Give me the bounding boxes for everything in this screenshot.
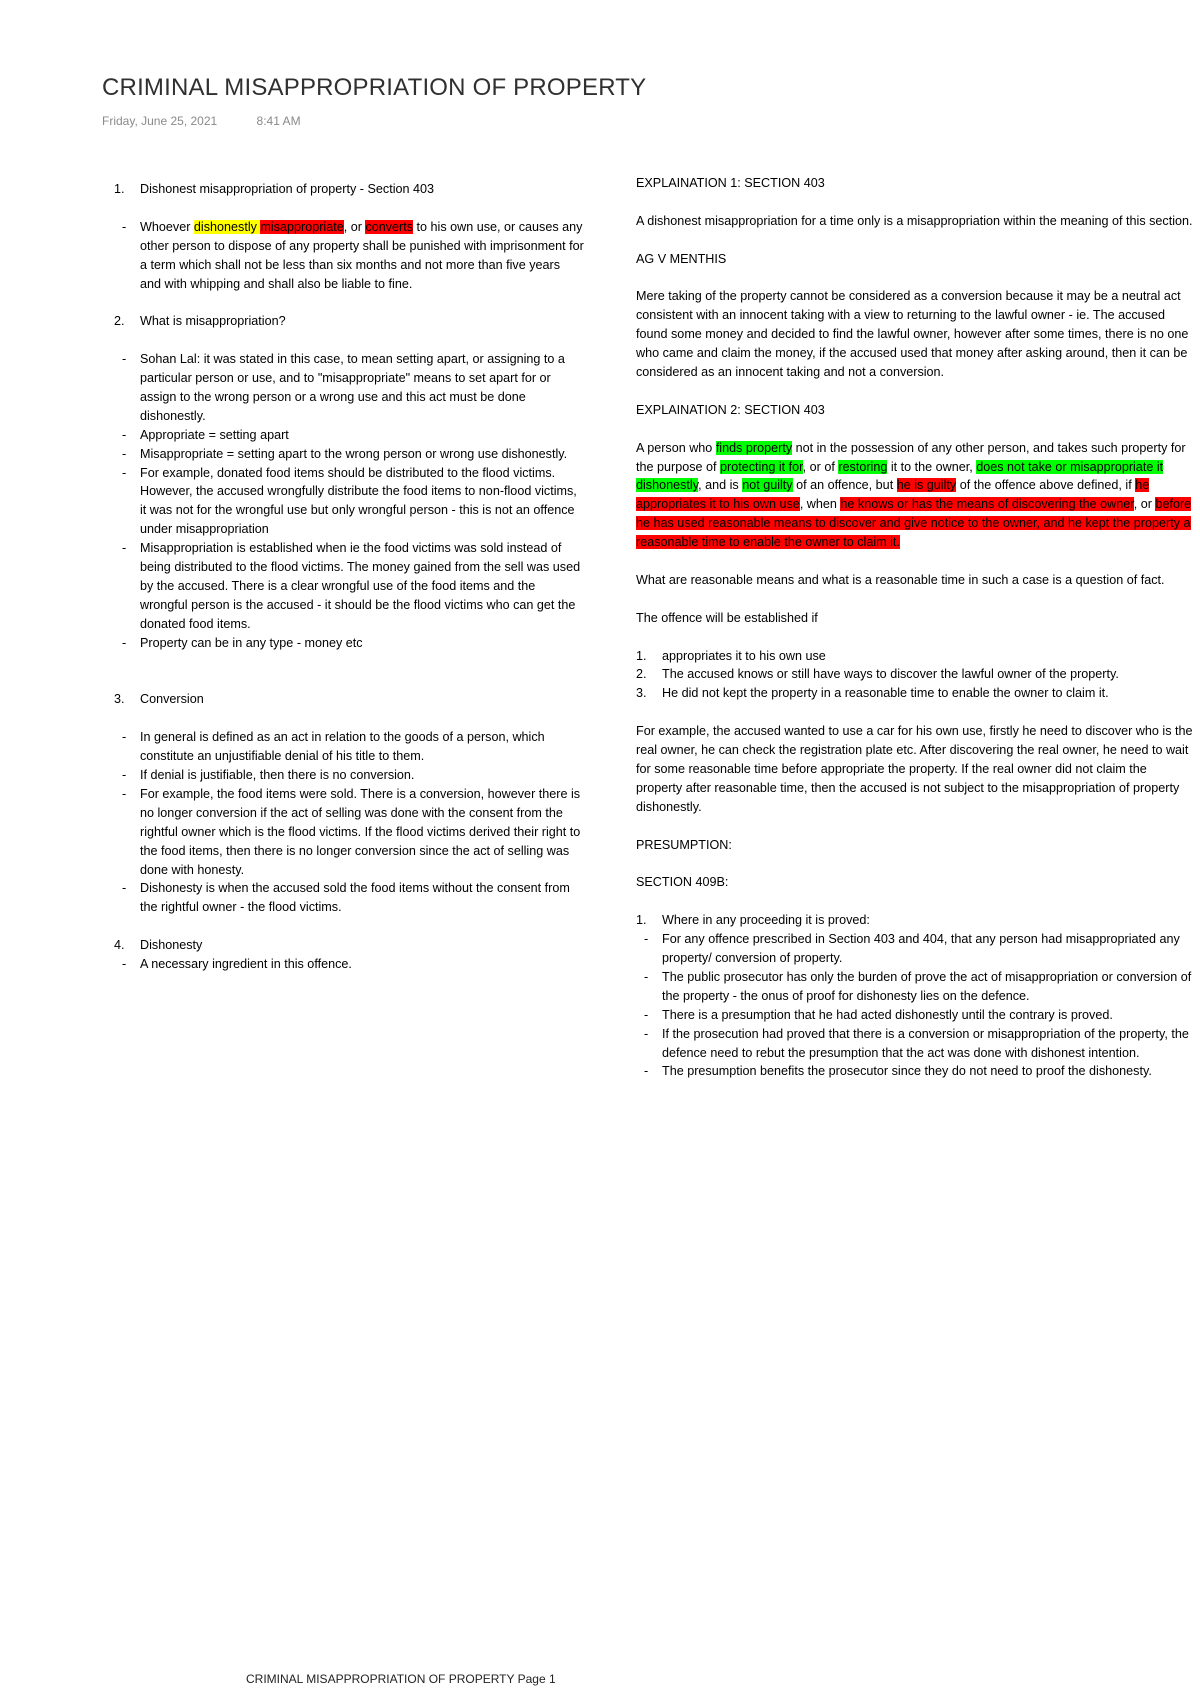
section-number: 3. (114, 692, 125, 707)
bullet-item: - If denial is justifiable, then there is no conversion. (122, 768, 415, 783)
bullet-item: - Property can be in any type - money etc (122, 635, 363, 650)
page-time: 8:41 AM (256, 114, 301, 128)
bullet-item: - Appropriate = setting apart (122, 427, 289, 442)
section-heading (114, 180, 584, 199)
highlight-green: restoring (838, 459, 888, 474)
bullet-item: - Misappropriate = setting apart to the wrong person or wrong use dishonestly. (122, 446, 568, 461)
section-number: 4. (114, 938, 125, 953)
right-column (636, 174, 1196, 1081)
section-heading: SECTION 409B: (636, 875, 729, 890)
section-heading (114, 312, 584, 331)
bullet-item: - For example, donated food items should be distributed to the flood victims. However, the accused wrongfully distribute the food items to non-flood victims, it was not for the wrongful use but only wrongful person - this is not an offence under misappropriation (122, 465, 577, 537)
highlight-red: misappropriate (260, 219, 344, 234)
presumption-heading: PRESUMPTION: (636, 837, 732, 852)
bullet-item: - For any offence prescribed in Section 403 and 404, that any person had misappropriated any property/ conversion of property. (644, 932, 1180, 965)
paragraph: A person who finds property not in the possession of any other person, and takes such property for the purpose of protecting it for, or of restoring it to the owner, does not take or misappropriate it dishonestly, and is not guilty of an offence, but he is guilty of the offence above defined, if he appropriates it to his own use, when he knows or has the means of discovering the owner, or before he has used reasonable means to discover and give notice to the owner, and he kept the property a reasonable time to enable the owner to claim it. (636, 440, 1192, 550)
highlight-red: converts (365, 219, 414, 234)
bullet-item: - Misappropriation is established when ie the food victims was sold instead of being distributed to the flood victims. The money gained from the sell was used by the accused. There is a clear wrongful use of the food items and the wrongful person is the accused - it should be the flood victims who can get the donated food items. (122, 541, 581, 631)
page-date: Friday, June 25, 2021 (102, 114, 218, 128)
section-heading (114, 936, 584, 955)
bullet-item: - Dishonesty is when the accused sold the food items without the consent from the rightful owner - the flood victims. (122, 881, 570, 915)
bullet-item: - The public prosecutor has only the burden of prove the act of misappropriation or conversion of the property - the onus of proof for dishonesty lies on the defence. (644, 969, 1192, 1003)
section-title: Dishonesty (140, 938, 203, 953)
highlight-green: finds property (715, 440, 793, 455)
paragraph: A dishonest misappropriation for a time only is a misappropriation within the meaning of this section. (636, 213, 1193, 228)
explanation-heading: EXPLAINATION 2: SECTION 403 (636, 402, 825, 417)
paragraph: What are reasonable means and what is a reasonable time in such a case is a question of fact. (636, 572, 1165, 587)
bullet-item: - For example, the food items were sold. There is a conversion, however there is no longer conversion if the act of selling was done with the consent from the rightful owner which is the flood victims. If the flood victims derived their right to the food items, then there is no longer conversion since the act of selling was done with honesty. (122, 786, 581, 877)
highlight-red: before he has used reasonable means to discover and give notice to the owner, and he kept the property a reasonable time to enable the owner to claim it. (636, 497, 1192, 550)
page-title: CRIMINAL MISAPPROPRIATION OF PROPERTY (102, 74, 647, 101)
page-meta (102, 114, 337, 128)
paragraph: For example, the accused wanted to use a car for his own use, firstly he need to discover who is the real owner, he can check the registration plate etc. After discovering the real owner, he need to wait for some reasonable time before appropriate the property. If the real owner did not claim the property after reasonable time, then the accused is not subject to the misappropriation of property dishonestly. (636, 724, 1193, 814)
highlight-red: he appropriates it to his own use (636, 478, 1150, 512)
section-number: 1. (114, 182, 125, 196)
numbered-item: 2. The accused knows or still have ways to discover the lawful owner of the property. (636, 667, 1119, 682)
section-title: Conversion (140, 692, 204, 707)
bullet-item: - There is a presumption that he had acted dishonestly until the contrary is proved. (644, 1007, 1113, 1022)
section-heading (114, 690, 584, 709)
highlight-green: protecting it for (720, 459, 803, 474)
paragraph: The offence will be established if (636, 610, 818, 625)
numbered-item: 3. He did not kept the property in a reasonable time to enable the owner to claim it. (636, 686, 1109, 701)
highlight-green: does not take or misappropriate it dishonestly (636, 459, 1164, 493)
highlight-yellow: dishonestly (193, 219, 261, 234)
explanation-heading: EXPLAINATION 1: SECTION 403 (636, 176, 825, 190)
page-footer: CRIMINAL MISAPPROPRIATION OF PROPERTY Page 1 (246, 1672, 556, 1686)
bullet-item: - Sohan Lal: it was stated in this case, to mean setting apart, or assigning to a particular person or use, and to "misappropriate" means to set apart for or assign to the wrong person or a wrong use and this act must be done dishonestly. (122, 352, 565, 423)
bullet-item: - If the prosecution had proved that there is a conversion or misappropriation of the property, the defence need to rebut the presumption that the act was done with dishonest intention. (644, 1026, 1189, 1060)
highlight-red: he knows or has the means of discovering the owner (840, 497, 1134, 512)
numbered-item: 1. appropriates it to his own use (636, 648, 826, 663)
bullet-item: - A necessary ingredient in this offence. (122, 957, 352, 972)
section-title: Dishonest misappropriation of property - Section 403 (140, 182, 435, 196)
highlight-green: not guilty (742, 478, 793, 493)
bullet-item: - In general is defined as an act in relation to the goods of a person, which constitute an unjustifiable denial of his title to them. (122, 730, 545, 764)
numbered-item: 1. Where in any proceeding it is proved: (636, 913, 870, 928)
paragraph: Mere taking of the property cannot be considered as a conversion because it may be a neutral act consistent with an innocent taking with a view to returning to the lawful owner - ie. The accused found some money and decided to find the lawful owner, however after some times, there is no one who came and claim the money, if the accused used that money after asking around, then it can be considered as an innocent taking and not a conversion. (636, 289, 1189, 380)
bullet-item: - Whoever dishonestly misappropriate, or converts to his own use, or causes any other person to dispose of any property shall be punished with imprisonment for a term which shall not be less than six months and not more than five years and with whipping and shall also be liable to fine. (122, 219, 584, 291)
highlight-red: he is guilty (896, 478, 957, 493)
bullet-item: - The presumption benefits the prosecutor since they do not need to proof the dishonesty. (644, 1064, 1152, 1079)
section-title: What is misappropriation? (140, 314, 286, 329)
section-number: 2. (114, 314, 125, 329)
left-column (114, 180, 584, 974)
case-heading: AG V MENTHIS (636, 251, 727, 266)
